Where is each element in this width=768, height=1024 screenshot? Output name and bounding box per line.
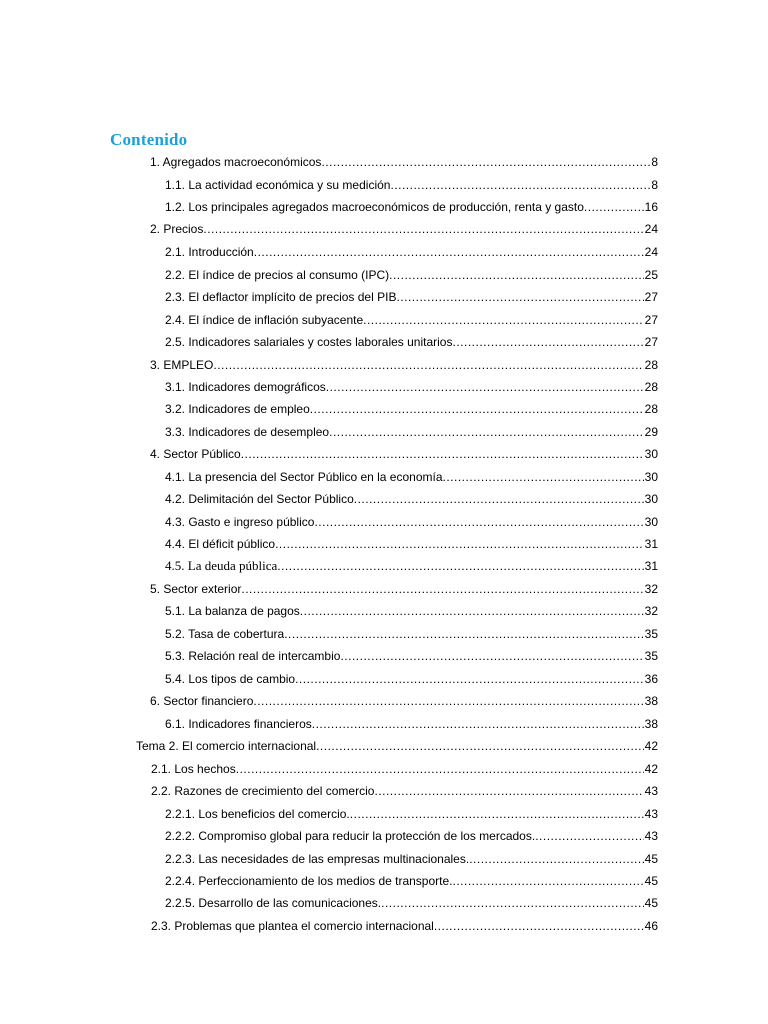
dot-leader (241, 444, 644, 464)
toc-entry-page: 45 (644, 852, 658, 866)
toc-entry-page: 43 (644, 807, 658, 821)
dot-leader (374, 781, 643, 801)
dot-leader (354, 489, 644, 509)
toc-entry-page: 30 (644, 515, 658, 529)
toc-entry-page: 45 (644, 874, 658, 888)
dot-leader (434, 916, 644, 936)
toc-entry[interactable] (165, 422, 658, 442)
toc-entry-label: 2.1. Introducción (165, 245, 254, 259)
toc-entry-label: 3. EMPLEO (150, 358, 214, 372)
dot-leader (203, 219, 643, 239)
toc-entry-page: 46 (644, 919, 658, 933)
dot-leader (396, 287, 643, 307)
toc-entry[interactable] (165, 601, 658, 621)
toc-entry[interactable] (165, 804, 658, 824)
dot-leader (350, 804, 644, 824)
toc-entry-page: 35 (644, 649, 658, 663)
toc-entry-label: 2.3. Problemas que plantea el comercio internacional (151, 919, 434, 933)
toc-entry-page: 31 (644, 537, 658, 551)
toc-entry[interactable] (165, 489, 658, 509)
toc-entry-page: 30 (644, 470, 658, 484)
toc-entry-page: 38 (644, 694, 658, 708)
toc-entry-page: 31 (644, 559, 658, 573)
dot-leader (284, 624, 643, 644)
toc-entry-label: Tema 2. El comercio internacional (136, 739, 317, 753)
toc-entry-label: 5.1. La balanza de pagos (165, 604, 300, 618)
toc-entry[interactable] (165, 310, 658, 330)
toc-entry[interactable] (150, 579, 658, 599)
toc-entry-label: 5.3. Relación real de intercambio (165, 649, 341, 663)
toc-entry-label: 5.2. Tasa de cobertura (165, 627, 285, 641)
dot-leader (389, 265, 644, 285)
toc-entry-label: 2.3. El deflactor implícito de precios del PIB (165, 290, 397, 304)
toc-entry[interactable] (165, 242, 658, 262)
toc-entry-page: 25 (644, 268, 658, 282)
dot-leader (253, 691, 643, 711)
toc-entry-label: 2.2.4. Perfeccionamiento de los medios de transporte. (165, 874, 453, 888)
toc-entry-label: 6. Sector financiero (150, 694, 254, 708)
toc-entry-page: 43 (644, 784, 658, 798)
toc-entry-label: 1.1. La actividad económica y su medición (165, 178, 391, 192)
dot-leader (312, 714, 644, 734)
toc-entry-page: 45 (644, 896, 658, 910)
toc-entry[interactable] (165, 377, 658, 397)
dot-leader (314, 512, 643, 532)
dot-leader (584, 197, 644, 217)
toc-entry-label: 1. Agregados macroeconómicos (150, 155, 322, 169)
toc-entry-page: 28 (644, 402, 658, 416)
toc-entry-page: 24 (644, 245, 658, 259)
dot-leader (316, 736, 644, 756)
toc-entry-label: 2.5. Indicadores salariales y costes laborales unitarios (165, 335, 453, 349)
toc-entry-label: 2.2.3. Las necesidades de las empresas multinacionales. (165, 852, 470, 866)
dot-leader (363, 310, 644, 330)
toc-entry-label: 4.4. El déficit público (165, 537, 276, 551)
toc-entry-label: 2.4. El índice de inflación subyacente (165, 313, 364, 327)
dot-leader (443, 467, 644, 487)
toc-entry-label: 4.1. La presencia del Sector Público en la economía (165, 470, 443, 484)
toc-entry[interactable] (165, 714, 658, 734)
toc-entry[interactable] (165, 197, 658, 217)
toc-entry[interactable] (165, 175, 658, 195)
toc-entry-label: 4.2. Delimitación del Sector Público (165, 492, 354, 506)
toc-entry-page: 32 (644, 582, 658, 596)
toc-entry[interactable] (150, 152, 658, 172)
toc-entry-label: 1.2. Los principales agregados macroeconómicos de producción, renta y gasto (165, 200, 584, 214)
toc-entry-page: 42 (644, 762, 658, 776)
toc-entry[interactable] (150, 691, 658, 711)
dot-leader (321, 152, 650, 172)
toc-entry[interactable] (165, 287, 658, 307)
toc-entry[interactable] (165, 556, 658, 576)
dot-leader (275, 534, 644, 554)
toc-entry-page: 43 (644, 829, 658, 843)
toc-entry[interactable] (165, 624, 658, 644)
toc-entry[interactable] (165, 265, 658, 285)
toc-entry-label: 2. Precios (150, 222, 204, 236)
dot-leader (277, 556, 643, 576)
toc-entry[interactable] (150, 444, 658, 464)
toc-entry-label: 5. Sector exterior (150, 582, 242, 596)
toc-entry-page: 32 (644, 604, 658, 618)
toc-entry-label: 2.2.5. Desarrollo de las comunicaciones. (165, 896, 382, 910)
dot-leader (535, 826, 643, 846)
toc-entry-label: 2.2.1. Los beneficios del comercio. (165, 807, 350, 821)
dot-leader (254, 242, 644, 262)
toc-entry[interactable] (165, 646, 658, 666)
toc-entry[interactable] (165, 849, 658, 869)
toc-entry-page: 38 (644, 717, 658, 731)
toc-entry[interactable] (165, 512, 658, 532)
toc-entry[interactable] (165, 332, 658, 352)
toc-entry-page: 30 (644, 492, 658, 506)
toc-entry-page: 35 (644, 627, 658, 641)
dot-leader (241, 579, 643, 599)
toc-entry-page: 42 (644, 739, 658, 753)
toc-entry[interactable] (151, 781, 658, 801)
toc-entry-label: 4.5. La deuda pública (165, 558, 278, 573)
toc-entry[interactable] (136, 736, 658, 756)
toc-entry-label: 2.1. Los hechos (151, 762, 236, 776)
dot-leader (390, 175, 650, 195)
toc-entry-page: 16 (644, 200, 658, 214)
dot-leader (310, 399, 644, 419)
dot-leader (213, 355, 643, 375)
toc-entry-label: 3.1. Indicadores demográficos (165, 380, 326, 394)
toc-entry-label: 2.2.2. Compromiso global para reducir la protección de los mercados. (165, 829, 536, 843)
dot-leader (381, 893, 644, 913)
toc-entry-page: 30 (644, 447, 658, 461)
dot-leader (340, 646, 643, 666)
dot-leader (329, 422, 644, 442)
dot-leader (452, 332, 643, 352)
toc-entry-page: 29 (644, 425, 658, 439)
toc-entry-page: 24 (644, 222, 658, 236)
dot-leader (469, 849, 643, 869)
dot-leader (295, 669, 644, 689)
dot-leader (236, 759, 644, 779)
toc-entry-label: 3.3. Indicadores de desempleo (165, 425, 330, 439)
toc-entry-page: 36 (644, 672, 658, 686)
toc-entry[interactable] (165, 399, 658, 419)
toc-entry-page: 27 (644, 313, 658, 327)
toc-entry-label: 5.4. Los tipos de cambio (165, 672, 296, 686)
toc-entry-label: 4.3. Gasto e ingreso público (165, 515, 315, 529)
dot-leader (326, 377, 644, 397)
toc-entry-page: 8 (651, 155, 658, 169)
toc-entry-page: 28 (644, 358, 658, 372)
toc-entry[interactable] (165, 871, 658, 891)
toc-entry-page: 28 (644, 380, 658, 394)
toc-entry-label: 6.1. Indicadores financieros (165, 717, 312, 731)
toc-entry[interactable] (165, 467, 658, 487)
dot-leader (453, 871, 644, 891)
toc-entry[interactable] (151, 759, 658, 779)
toc-entry-page: 8 (651, 178, 658, 192)
toc-entry[interactable] (150, 219, 658, 239)
toc-entry-label: 3.2. Indicadores de empleo (165, 402, 310, 416)
toc-entry[interactable] (165, 893, 658, 913)
toc-entry[interactable] (150, 355, 658, 375)
toc-entry[interactable] (165, 826, 658, 846)
dot-leader (300, 601, 644, 621)
toc-entry-page: 27 (644, 335, 658, 349)
toc-entry-label: 2.2. El índice de precios al consumo (IPC) (165, 268, 390, 282)
toc-heading: Contenido (110, 130, 188, 149)
toc-entry-label: 4. Sector Público (150, 447, 241, 461)
toc-entry[interactable] (151, 916, 658, 936)
toc-entry-page: 27 (644, 290, 658, 304)
toc-entry[interactable] (165, 534, 658, 554)
toc-entry[interactable] (165, 669, 658, 689)
toc-entry-label: 2.2. Razones de crecimiento del comercio (151, 784, 375, 798)
